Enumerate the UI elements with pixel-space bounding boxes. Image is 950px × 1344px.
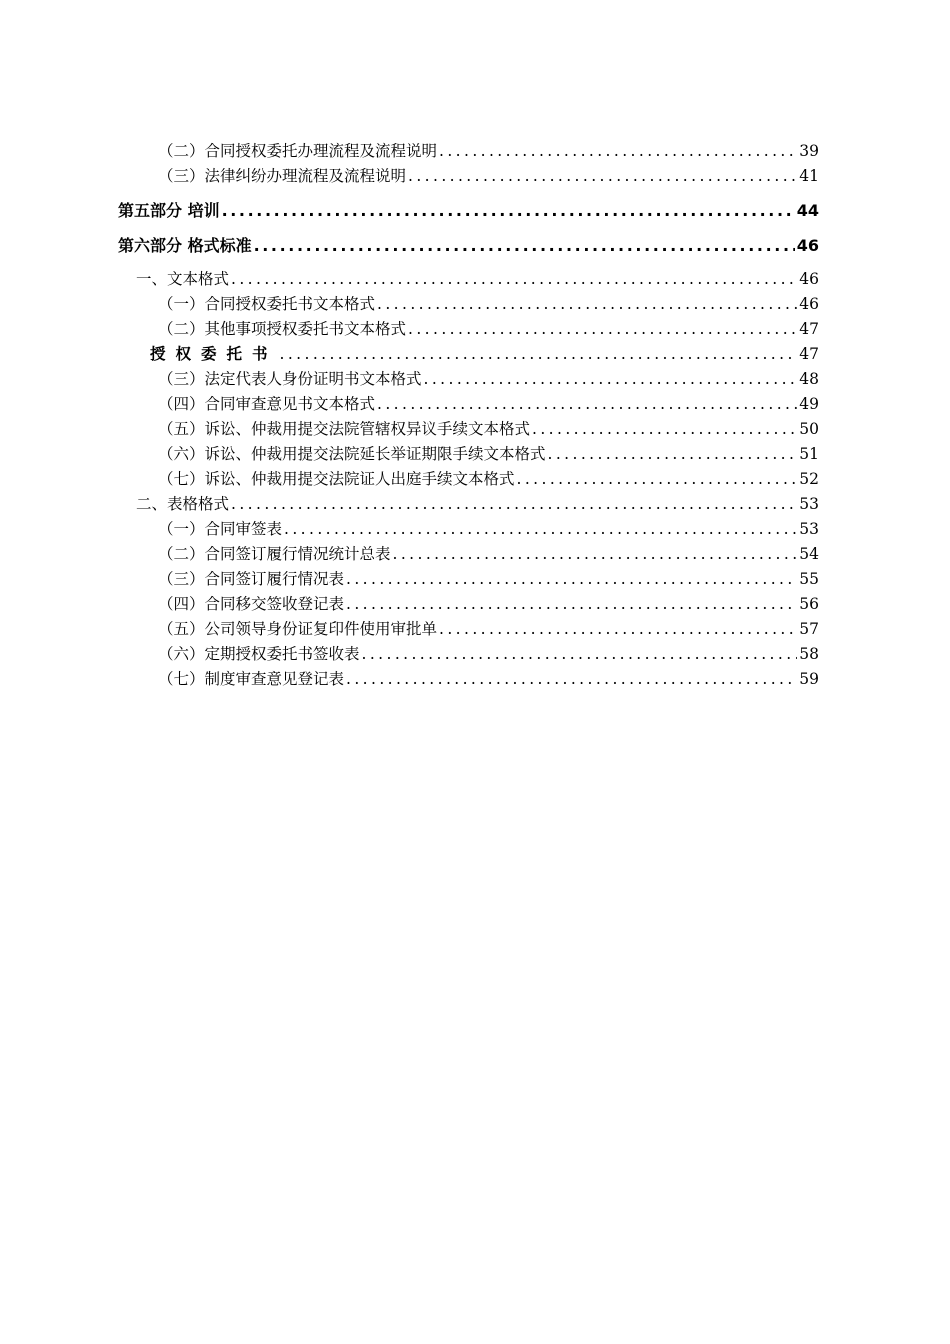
toc-entry-label: （一）合同审签表 — [158, 520, 283, 538]
toc-leader-dots — [222, 200, 795, 222]
toc-entry-label: （五）诉讼、仲裁用提交法院管辖权异议手续文本格式 — [158, 420, 531, 438]
toc-entry[interactable] — [158, 140, 819, 162]
toc-entry-page: 50 — [799, 420, 819, 438]
toc-entry-page: 58 — [799, 645, 819, 663]
toc-entry-label: （三）合同签订履行情况表 — [158, 570, 345, 588]
toc-entry-label: （三）法定代表人身份证明书文本格式 — [158, 370, 422, 388]
toc-entry-label: （三）法律纠纷办理流程及流程说明 — [158, 167, 407, 185]
toc-entry[interactable] — [158, 518, 819, 540]
toc-leader-dots — [254, 235, 795, 257]
toc-leader-dots — [548, 443, 798, 465]
toc-leader-dots — [284, 518, 797, 540]
toc-entry[interactable] — [158, 443, 819, 465]
toc-leader-dots — [424, 368, 798, 390]
toc-entry-page: 46 — [796, 236, 819, 255]
toc-leader-dots — [532, 418, 797, 440]
toc-entry-page: 53 — [799, 520, 819, 538]
toc-entry-label: 授权委托书 — [150, 345, 278, 363]
toc-entry-label: 第六部分 格式标准 — [118, 236, 252, 255]
toc-entry-page: 46 — [799, 295, 819, 313]
toc-leader-dots — [377, 293, 797, 315]
toc-entry[interactable] — [158, 543, 819, 565]
toc-leader-dots — [280, 343, 798, 365]
toc-entry-label: （二）其他事项授权委托书文本格式 — [158, 320, 407, 338]
toc-entry[interactable] — [158, 165, 819, 187]
toc-entry[interactable] — [158, 618, 819, 640]
toc-entry[interactable] — [158, 568, 819, 590]
toc-entry-page: 48 — [799, 370, 819, 388]
toc-entry[interactable] — [158, 593, 819, 615]
toc-entry-page: 39 — [799, 142, 819, 160]
toc-leader-dots — [362, 643, 798, 665]
toc-section-entry[interactable] — [136, 493, 819, 515]
toc-entry-label: （二）合同授权委托办理流程及流程说明 — [158, 142, 438, 160]
toc-entry-label: （一）合同授权委托书文本格式 — [158, 295, 376, 313]
toc-entry-label: （四）合同移交签收登记表 — [158, 595, 345, 613]
toc-entry-label: （六）定期授权委托书签收表 — [158, 645, 360, 663]
toc-leader-dots — [231, 268, 797, 290]
toc-entry-page: 54 — [799, 545, 819, 563]
toc-entry[interactable] — [158, 368, 819, 390]
toc-section-entry[interactable] — [136, 268, 819, 290]
toc-entry[interactable] — [158, 318, 819, 340]
toc-entry-label: （四）合同审查意见书文本格式 — [158, 395, 376, 413]
toc-leader-dots — [408, 165, 797, 187]
toc-leader-dots — [231, 493, 797, 515]
toc-entry-label: （七）诉讼、仲裁用提交法院证人出庭手续文本格式 — [158, 470, 515, 488]
toc-entry-label: （五）公司领导身份证复印件使用审批单 — [158, 620, 438, 638]
toc-entry[interactable] — [158, 418, 819, 440]
toc-entry[interactable] — [158, 643, 819, 665]
toc-entry-page: 57 — [799, 620, 819, 638]
toc-entry-page: 44 — [796, 201, 819, 220]
toc-entry-page: 55 — [799, 570, 819, 588]
toc-leader-dots — [517, 468, 798, 490]
toc-leader-dots — [346, 593, 797, 615]
toc-entry[interactable] — [158, 393, 819, 415]
toc-entry-page: 46 — [799, 270, 819, 288]
toc-entry-page: 49 — [799, 395, 819, 413]
toc-leader-dots — [393, 543, 798, 565]
toc-leader-dots — [346, 668, 797, 690]
toc-entry-page: 51 — [799, 445, 819, 463]
toc-leader-dots — [346, 568, 797, 590]
toc-part-entry[interactable] — [118, 200, 819, 222]
toc-entry-label: 二、表格格式 — [136, 495, 230, 513]
toc-entry-label: （二）合同签订履行情况统计总表 — [158, 545, 391, 563]
toc-entry[interactable] — [158, 293, 819, 315]
toc-entry-page: 52 — [799, 470, 819, 488]
toc-entry-label: （六）诉讼、仲裁用提交法院延长举证期限手续文本格式 — [158, 445, 546, 463]
toc-part-entry[interactable] — [118, 235, 819, 257]
toc-entry-page: 56 — [799, 595, 819, 613]
toc-entry-label: 第五部分 培训 — [118, 201, 220, 220]
toc-entry-label: 一、文本格式 — [136, 270, 230, 288]
toc-entry-label: （七）制度审查意见登记表 — [158, 670, 345, 688]
toc-entry[interactable] — [158, 668, 819, 690]
toc-entry-page: 59 — [799, 670, 819, 688]
toc-entry[interactable] — [150, 343, 819, 365]
toc-leader-dots — [408, 318, 797, 340]
toc-leader-dots — [439, 618, 797, 640]
toc-entry-page: 47 — [799, 345, 819, 363]
toc-entry[interactable] — [158, 468, 819, 490]
toc-entry-page: 47 — [799, 320, 819, 338]
toc-entry-page: 53 — [799, 495, 819, 513]
toc-leader-dots — [439, 140, 797, 162]
toc-entry-page: 41 — [799, 167, 819, 185]
toc-leader-dots — [377, 393, 797, 415]
